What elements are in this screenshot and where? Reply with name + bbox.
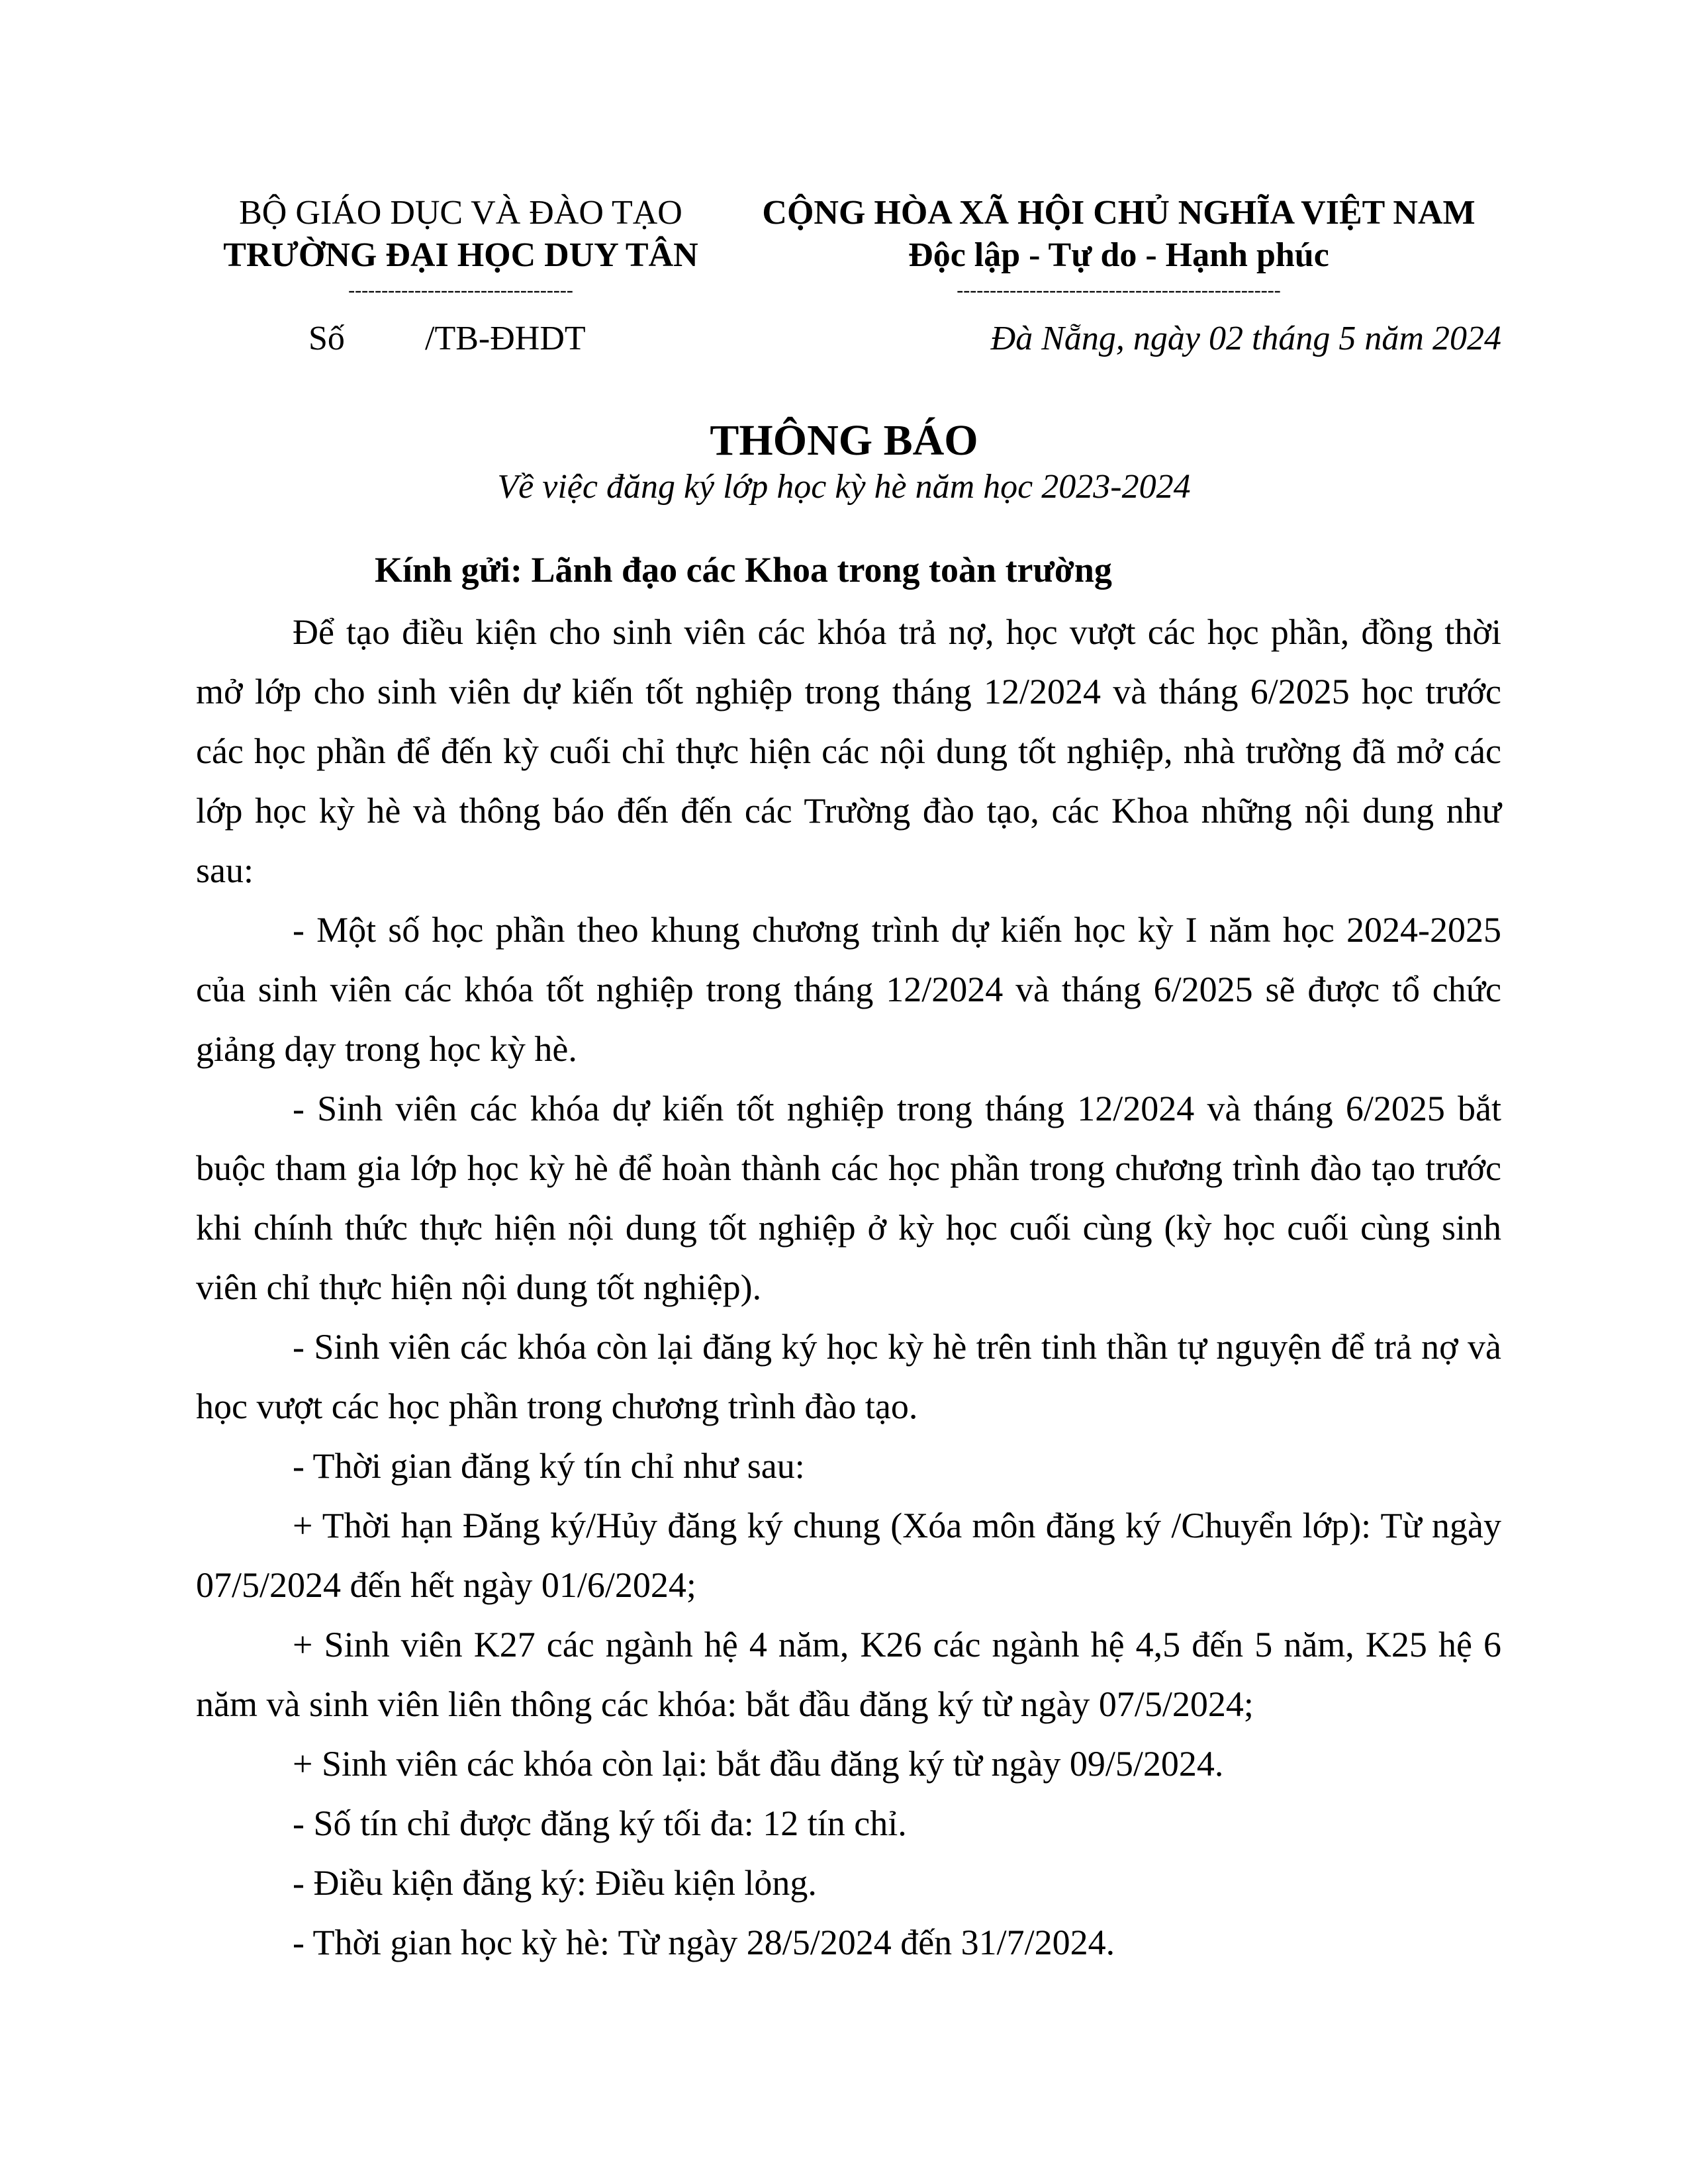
university-name: TRƯỜNG ĐẠI HỌC DUY TÂN xyxy=(223,236,698,274)
ministry-name: BỘ GIÁO DỤC VÀ ĐÀO TẠO xyxy=(239,194,682,232)
item-registration-conditions: - Điều kiện đăng ký: Điều kiện lỏng. xyxy=(293,1863,817,1903)
national-motto: Độc lập - Tự do - Hạnh phúc xyxy=(908,236,1329,274)
document-number-suffix: /TB-ĐHDT xyxy=(425,320,586,357)
item-voluntary-registration: - Sinh viên các khóa còn lại đăng ký học kỳ hè trên tinh thần tự nguyện để trả nợ và học vượt các học phần trong chương trình đào tạo. xyxy=(196,1327,1501,1426)
place-and-date: Đà Nẵng, ngày 02 tháng 5 năm 2024 xyxy=(990,320,1501,357)
document-body xyxy=(196,602,1501,1972)
item-curriculum: - Một số học phần theo khung chương trình dự kiến học kỳ I năm học 2024-2025 của sinh viên các khóa tốt nghiệp trong tháng 12/2024 và tháng 6/2025 sẽ được tổ chức giảng dạy trong học kỳ hè. xyxy=(196,910,1501,1069)
left-header-rule: ---------------------------------- xyxy=(348,281,573,300)
document-subtitle: Về việc đăng ký lớp học kỳ hè năm học 2023-2024 xyxy=(497,468,1191,506)
intro-paragraph: Để tạo điều kiện cho sinh viên các khóa trả nợ, học vượt các học phần, đồng thời mở lớp cho sinh viên dự kiến tốt nghiệp trong tháng 12/2024 và tháng 6/2025 học trước các học phần để đến kỳ cuối chỉ thực hiện các nội dung tốt nghiệp, nhà trường đã mở các lớp học kỳ hè và thông báo đến đến các Trường đào tạo, các Khoa những nội dung như sau: xyxy=(196,612,1501,890)
sub-general-deadline: + Thời hạn Đăng ký/Hủy đăng ký chung (Xóa môn đăng ký /Chuyển lớp): Từ ngày 07/5/2024 đến hết ngày 01/6/2024; xyxy=(196,1506,1501,1605)
item-registration-time: - Thời gian đăng ký tín chỉ như sau: xyxy=(293,1446,805,1486)
republic-name: CỘNG HÒA XÃ HỘI CHỦ NGHĨA VIỆT NAM xyxy=(762,194,1476,232)
recipient-line: Kính gửi: Lãnh đạo các Khoa trong toàn trường xyxy=(375,550,1112,590)
sub-early-cohorts: + Sinh viên K27 các ngành hệ 4 năm, K26 các ngành hệ 4,5 đến 5 năm, K25 hệ 6 năm và sinh viên liên thông các khóa: bắt đầu đăng ký từ ngày 07/5/2024; xyxy=(196,1625,1501,1724)
item-summer-term-dates: - Thời gian học kỳ hè: Từ ngày 28/5/2024 đến 31/7/2024. xyxy=(293,1923,1115,1962)
item-max-credits: - Số tín chỉ được đăng ký tối đa: 12 tín chỉ. xyxy=(293,1803,907,1843)
document-number-prefix: Số xyxy=(308,320,345,357)
right-header-rule: ------------------------------------------------- xyxy=(957,281,1281,300)
item-mandatory-attendance: - Sinh viên các khóa dự kiến tốt nghiệp trong tháng 12/2024 và tháng 6/2025 bắt buộc tham gia lớp học kỳ hè để hoàn thành các học phần trong chương trình đào tạo trước khi chính thức thực hiện nội dung tốt nghiệp ở kỳ học cuối cùng (kỳ học cuối cùng sinh viên chỉ thực hiện nội dung tốt nghiệp). xyxy=(196,1089,1501,1307)
sub-remaining-cohorts: + Sinh viên các khóa còn lại: bắt đầu đăng ký từ ngày 09/5/2024. xyxy=(293,1744,1224,1784)
document-title: THÔNG BÁO xyxy=(710,416,978,465)
